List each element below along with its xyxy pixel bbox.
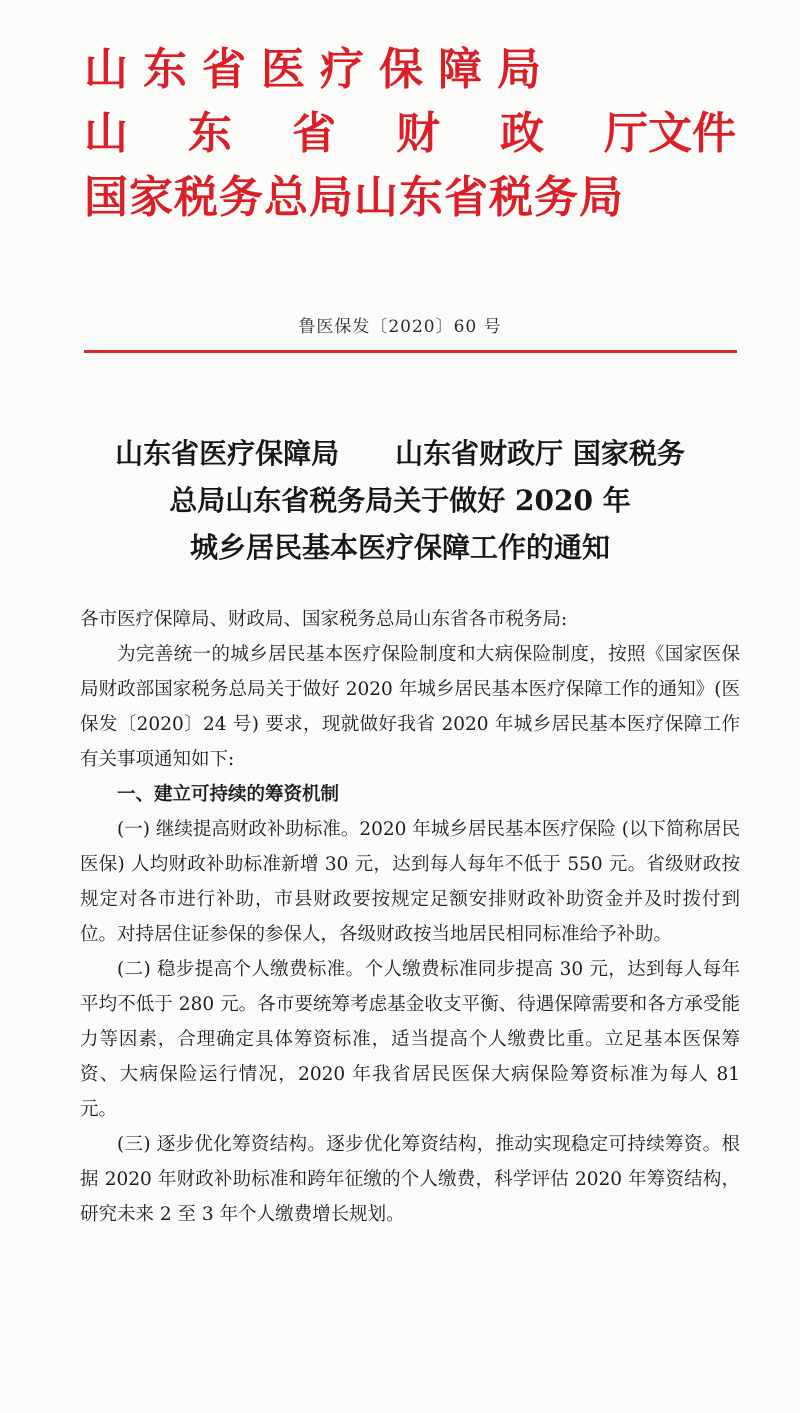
issuer-line-2-char: 东 bbox=[188, 108, 232, 159]
item-3-paragraph bbox=[80, 1127, 740, 1232]
section-heading-1: 一、建立可持续的筹资机制 bbox=[117, 784, 340, 805]
title-row-2: 总局山东省税务局关于做好 2020 年 bbox=[169, 484, 631, 517]
issuer-line-2-char: 财 bbox=[396, 108, 440, 159]
document-number: 鲁医保发〔2020〕60 号 bbox=[298, 317, 502, 337]
addressee: 各市医疗保障局、财政局、国家税务总局山东省各市税务局: bbox=[80, 609, 568, 630]
issuer-line-2-char: 省 bbox=[292, 108, 336, 159]
issuer-line-2-suffix: 厅文件 bbox=[604, 108, 736, 159]
item-1-paragraph bbox=[80, 812, 740, 952]
issuer-line-1: 山东省医疗保障局 bbox=[84, 44, 556, 95]
issuer-line-3: 国家税务总局山东省税务局 bbox=[84, 172, 624, 223]
item-2-paragraph bbox=[80, 952, 740, 1127]
item-2-text: 个人缴费标准同步提高 30 元，达到每人每年平均不低于 280 元。各市要统筹考虑基金收支平衡、待遇保障需要和各方承受能力等因素，合理确定具体筹资标准，适当提高个人缴费比重。立足基本医保筹资、大病保险运行情况，2020 年我省居民医保大病保险筹资标准为每人 81 元。 bbox=[80, 959, 740, 1120]
document-title bbox=[60, 430, 740, 571]
issuer-line-2-char: 山 bbox=[84, 108, 128, 159]
intro-paragraph: 为完善统一的城乡居民基本医疗保险制度和大病保险制度，按照《国家医保局财政部国家税务总局关于做好 2020 年城乡居民基本医疗保障工作的通知》(医保发〔2020〕24 号) 要求，现就做好我省 2020 年城乡居民基本医疗保障工作有关事项通知如下: bbox=[80, 644, 740, 770]
issuing-authorities-header bbox=[84, 38, 774, 230]
item-1-text: 2020 年城乡居民基本医疗保险 (以下简称居民医保) 人均财政补助标准新增 30 元，达到每人每年不低于 550 元。省级财政按规定对各市进行补助，市县财政要按规定足额安排财政补助资金并及时拨付到位。对持居住证参保的参保人，各级财政按当地居民相同标准给予补助。 bbox=[80, 819, 740, 945]
title-row-3: 城乡居民基本医疗保障工作的通知 bbox=[189, 531, 610, 564]
item-3-text: 逐步优化筹资结构，推动实现稳定可持续筹资。根据 2020 年财政补助标准和跨年征缴的个人缴费，科学评估 2020 年筹资结构，研究未来 2 至 3 年个人缴费增长规划。 bbox=[80, 1134, 740, 1225]
document-body bbox=[80, 602, 740, 1232]
red-separator-line bbox=[84, 350, 737, 353]
issuer-line-2 bbox=[84, 102, 774, 166]
title-row-1: 山东省医疗保障局 山东省财政厅 国家税务 bbox=[115, 437, 685, 470]
issuer-line-2-char: 政 bbox=[500, 108, 544, 159]
item-1-lead: (一) 继续提高财政补助标准。 bbox=[117, 819, 360, 840]
item-2-lead: (二) 稳步提高个人缴费标准。 bbox=[117, 959, 365, 980]
item-3-lead: (三) 逐步优化筹资结构。 bbox=[117, 1134, 327, 1155]
